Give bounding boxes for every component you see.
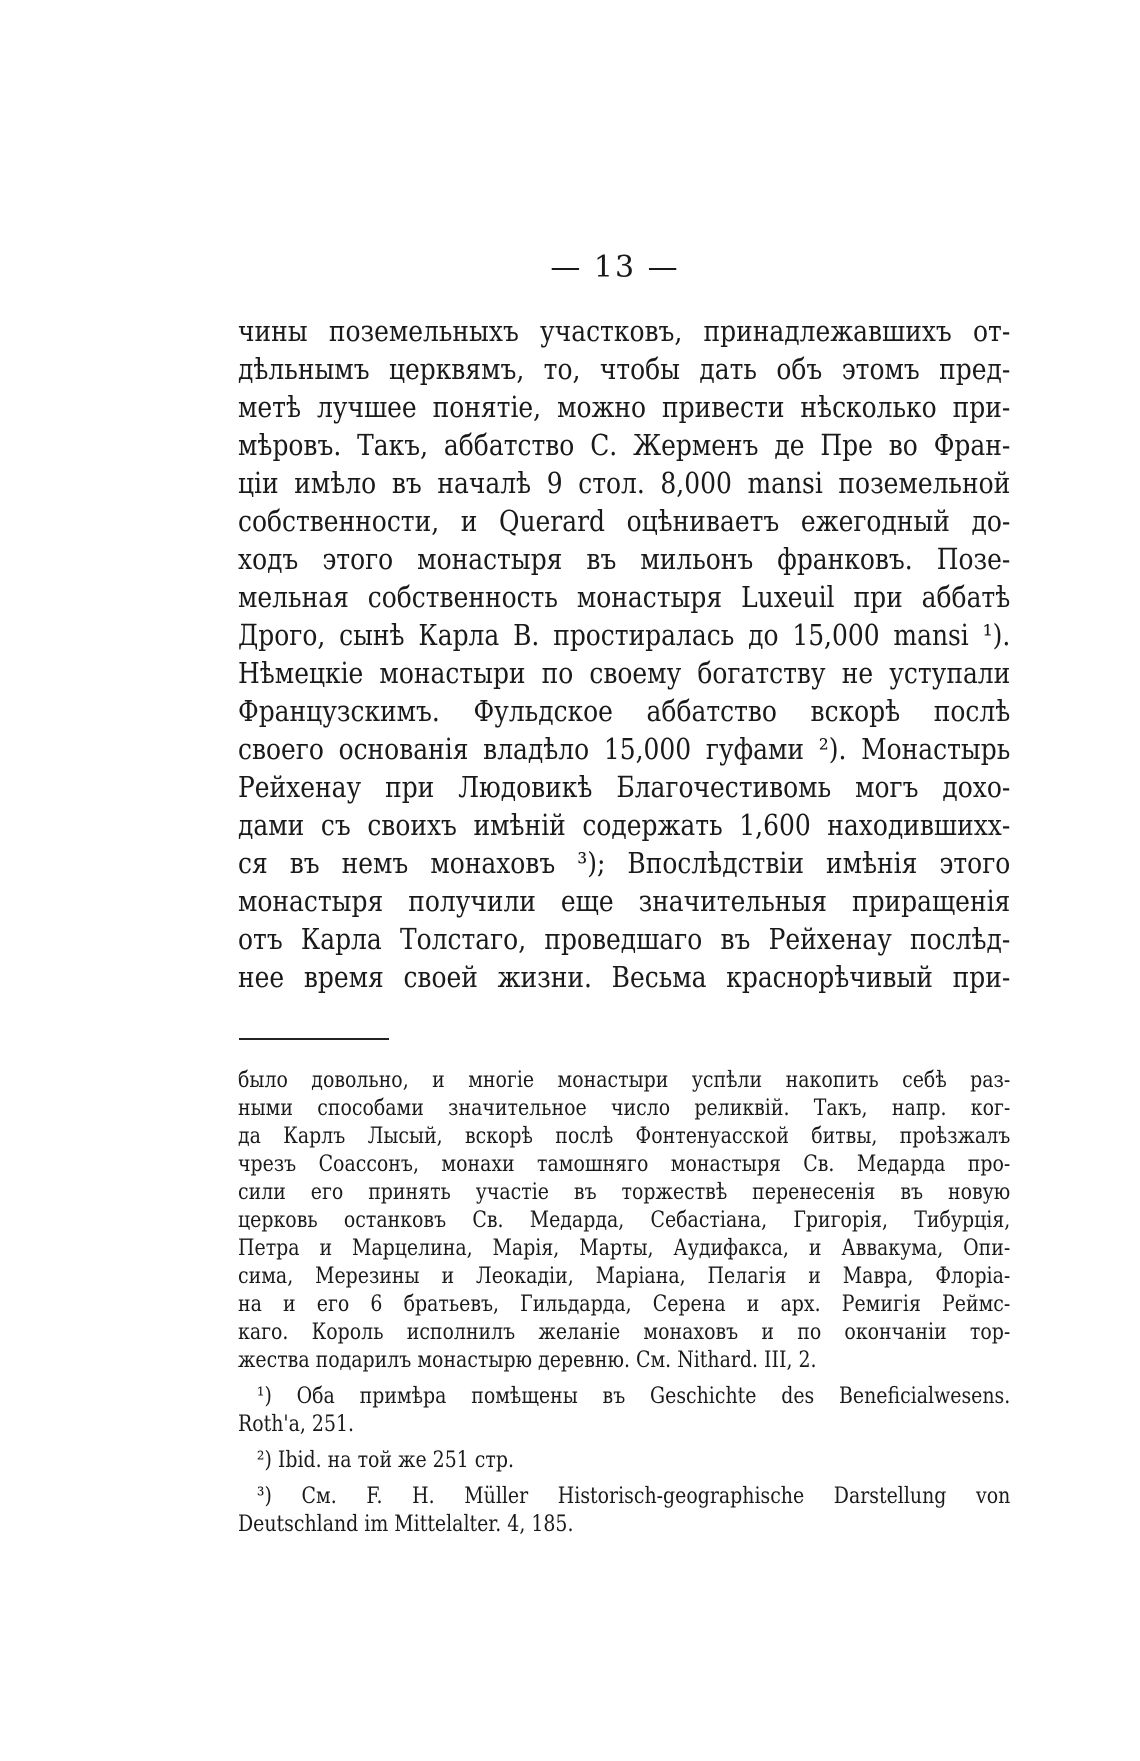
text-line: Французскимъ. Фульдское аббатство вскорѣ послѣ <box>238 694 1011 728</box>
text-line: нее время своей жизни. Весьма краснорѣчивый при- <box>238 960 1011 994</box>
text-line: дами съ своихъ имѣній содержать 1,600 находившихх- <box>238 808 1011 842</box>
footnotes <box>238 1067 1010 1539</box>
footnote-continuation-line: жества подарилъ монастырю деревню. См. Nithard. III, 2. <box>238 1348 817 1373</box>
footnote-3-continuation: Deutschland im Mittelalter. 4, 185. <box>238 1512 574 1537</box>
footnote-1: ¹) Оба примѣра помѣщены въ Geschichte des Beneficialwesens. <box>256 1384 1011 1409</box>
footnote-2: ²) Ibid. на той же 251 стр. <box>256 1448 515 1473</box>
text-line: метѣ лучшее понятіе, можно привести нѣсколько при- <box>238 390 1011 424</box>
footnote-continuation-line: церковь останковъ Св. Медарда, Себастіана, Григорія, Тибурція, <box>238 1208 1011 1233</box>
text-line: собственности, и Querard оцѣниваетъ ежегодный до- <box>238 504 1011 538</box>
text-line: Нѣмецкіе монастыри по своему богатству не уступали <box>238 656 1011 690</box>
text-line: чины поземельныхъ участковъ, принадлежавшихъ от- <box>238 314 1011 348</box>
text-line: ся въ немъ монаховъ ³); Впослѣдствіи имѣнія этого <box>238 846 1011 880</box>
footnote-continuation-line: каго. Король исполнилъ желаніе монаховъ и по окончаніи тор- <box>238 1320 1011 1345</box>
text-line: своего основанія владѣло 15,000 гуфами ²). Монастырь <box>238 732 1011 766</box>
footnote-continuation-line: Петра и Марцелина, Марія, Марты, Аудифакса, и Аввакума, Опи- <box>238 1236 1011 1261</box>
footnote-separator-rule <box>239 1038 389 1040</box>
footnote-1-continuation: Roth'a, 251. <box>238 1412 355 1437</box>
text-line: ходъ этого монастыря въ мильонъ франковъ. Позе- <box>238 542 1011 576</box>
page-number: — 13 — <box>550 250 680 285</box>
text-line: Дрого, сынѣ Карла В. простиралась до 15,000 mansi ¹). <box>238 618 1011 652</box>
main-body-text <box>238 312 1010 996</box>
footnote-3: ³) См. F. H. Müller Historisch-geographische Darstellung von <box>256 1484 1011 1509</box>
text-line: мѣровъ. Такъ, аббатство С. Жерменъ де Пре во Фран- <box>238 428 1011 462</box>
text-line: дѣльнымъ церквямъ, то, чтобы дать объ этомъ пред- <box>238 352 1011 386</box>
text-line: мельная собственность монастыря Luxeuil при аббатѣ <box>238 580 1011 614</box>
footnote-continuation-line: сима, Мерезины и Леокадіи, Маріана, Пелагія и Мавра, Флоріа- <box>238 1264 1011 1289</box>
footnote-continuation-line: было довольно, и многіе монастыри успѣли накопить себѣ раз- <box>238 1068 1011 1093</box>
footnote-continuation-line: да Карлъ Лысый, вскорѣ послѣ Фонтенуасской битвы, проѣзжалъ <box>238 1124 1011 1149</box>
text-line: ціи имѣло въ началѣ 9 стол. 8,000 mansi поземельной <box>238 466 1011 500</box>
text-line: монастыря получили еще значительныя приращенія <box>238 884 1011 918</box>
text-line: отъ Карла Толстаго, проведшаго въ Рейхенау послѣд- <box>238 922 1011 956</box>
footnote-continuation-line: чрезъ Соассонъ, монахи тамошняго монастыря Св. Медарда про- <box>238 1152 1011 1177</box>
footnote-continuation-line: сили его принять участіе въ торжествѣ перенесенія въ новую <box>238 1180 1011 1205</box>
footnote-continuation-line: ными способами значительное число реликвій. Такъ, напр. ког- <box>238 1096 1011 1121</box>
footnote-continuation-line: на и его 6 братьевъ, Гильдарда, Серена и арх. Ремигія Реймс- <box>238 1292 1011 1317</box>
text-line: Рейхенау при Людовикѣ Благочестивомь могъ дохо- <box>238 770 1011 804</box>
